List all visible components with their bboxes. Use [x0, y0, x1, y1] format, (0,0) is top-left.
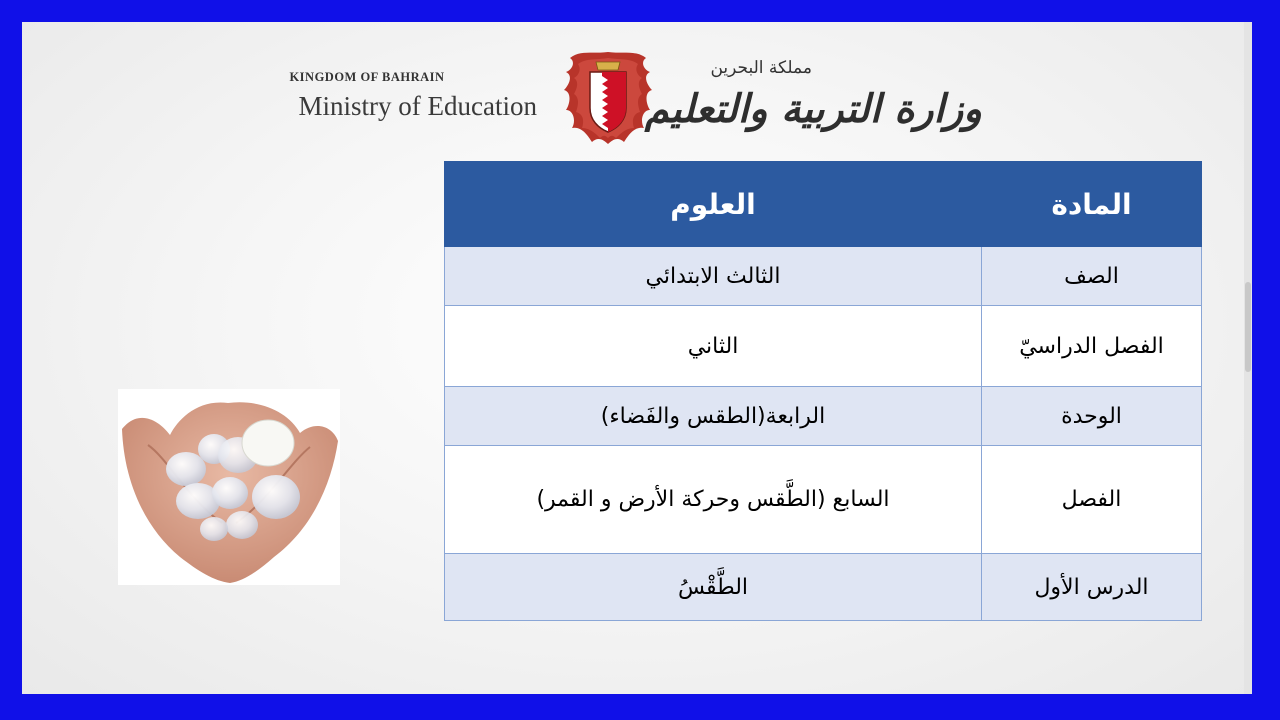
table-row	[445, 554, 1202, 621]
scrollbar-thumb[interactable]	[1245, 282, 1251, 372]
hands-holding-hailstones-icon	[118, 389, 340, 585]
scrollbar[interactable]	[1244, 22, 1252, 694]
unit-value: الرابعة(الطقس والفَضاء)	[445, 387, 982, 446]
kingdom-en-label: KINGDOM OF BAHRAIN	[289, 70, 445, 84]
table-row	[445, 387, 1202, 446]
ministry-en-label: Ministry of Education	[298, 91, 537, 121]
grade-label: الصف	[982, 247, 1202, 306]
arabic-header	[644, 52, 982, 152]
grade-value: الثالث الابتدائي	[445, 247, 982, 306]
subject-value: العلوم	[445, 162, 982, 247]
chapter-value: السابع (الطَّقس وحركة الأرض و القمر)	[445, 446, 982, 554]
lesson-info-table	[444, 161, 1202, 621]
english-header	[237, 70, 537, 122]
table-row	[445, 247, 1202, 306]
slide	[22, 22, 1252, 694]
semester-value: الثاني	[445, 306, 982, 387]
ministry-ar-label: وزارة التربية والتعليم	[644, 86, 982, 132]
hailstones-photo	[118, 389, 340, 585]
kingdom-ar-label: مملكة البحرين	[710, 58, 812, 78]
table-row	[445, 306, 1202, 387]
table-header-row	[445, 162, 1202, 247]
subject-label: المادة	[982, 162, 1202, 247]
table-row	[445, 446, 1202, 554]
lesson-value: الطَّقْسُ	[445, 554, 982, 621]
unit-label: الوحدة	[982, 387, 1202, 446]
semester-label: الفصل الدراسيّ	[982, 306, 1202, 387]
chapter-label: الفصل	[982, 446, 1202, 554]
lesson-label: الدرس الأول	[982, 554, 1202, 621]
bahrain-coat-of-arms-icon	[562, 48, 654, 146]
